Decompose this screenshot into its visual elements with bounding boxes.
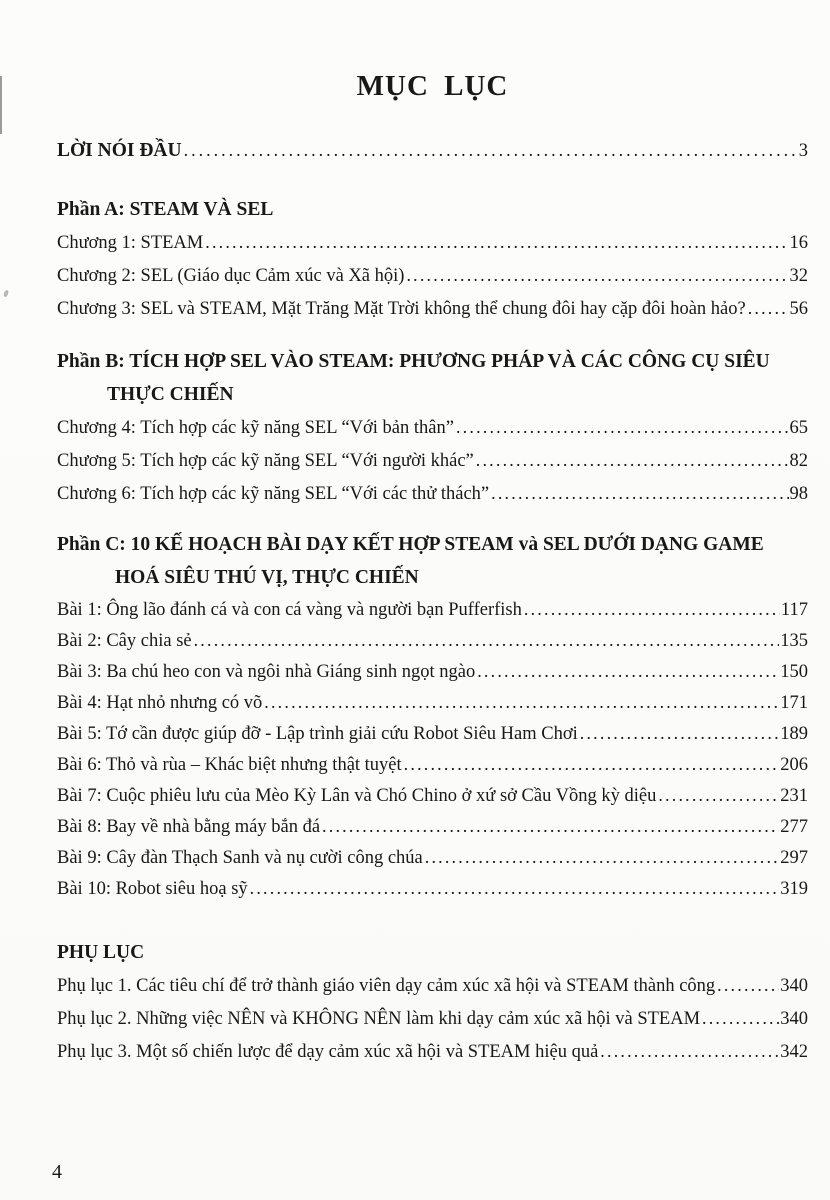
toc-entry-page-number: 98 [789, 484, 808, 504]
toc-entry-page-number: 171 [780, 693, 808, 713]
toc-entry-label: Bài 4: Hạt nhỏ nhưng có võ [57, 693, 263, 713]
toc-entry-page-number: 319 [780, 879, 808, 899]
toc-section-c [57, 528, 808, 904]
toc-entry [57, 411, 808, 444]
toc-entry-page-number: 32 [789, 266, 808, 286]
toc-entry-page-number: 277 [780, 817, 808, 837]
dot-leader [322, 811, 779, 841]
toc-entry-page-number: 297 [780, 848, 808, 868]
toc-entry-label: Chương 3: SEL và STEAM, Mặt Trăng Mặt Trời không thể chung đôi hay cặp đôi hoàn hảo? [57, 299, 746, 319]
toc-entry-label: Bài 10: Robot siêu hoạ sỹ [57, 879, 248, 899]
toc-entry-label: Chương 1: STEAM [57, 233, 204, 253]
scan-artifact-edge-line [0, 76, 2, 134]
toc-entry [57, 1035, 808, 1068]
toc-entry-label: Bài 9: Cây đàn Thạch Sanh và nụ cười công chúa [57, 848, 423, 868]
toc-entry-page-number: 340 [780, 1009, 808, 1029]
toc-entry-label: Bài 3: Ba chú heo con và ngôi nhà Giáng sinh ngọt ngào [57, 662, 476, 682]
toc-entry-page-number: 189 [780, 724, 808, 744]
toc-entry-label: Bài 1: Ông lão đánh cá và con cá vàng và người bạn Pufferfish [57, 600, 522, 620]
toc-entry-page-number: 150 [780, 662, 808, 682]
dot-leader [205, 226, 788, 258]
toc-entry-page-number: 231 [780, 786, 808, 806]
dot-leader [477, 656, 779, 686]
toc-entry [57, 226, 808, 259]
toc-entry-page-number: 56 [789, 299, 808, 319]
toc-entry [57, 873, 808, 904]
toc-section-a [57, 193, 808, 325]
section-heading-line: Phần B: TÍCH HỢP SEL VÀO STEAM: PHƯƠNG PHÁP VÀ CÁC CÔNG CỤ SIÊU [57, 351, 770, 372]
toc-entry-label: Bài 8: Bay về nhà bằng máy bắn đá [57, 817, 321, 837]
toc-preface-page-number: 3 [798, 141, 808, 161]
toc-entry [57, 625, 808, 656]
dot-leader [717, 969, 779, 1001]
toc-entry-page-number: 342 [780, 1042, 808, 1062]
toc-entry-page-number: 82 [789, 451, 808, 471]
toc-entry-label: Chương 4: Tích hợp các kỹ năng SEL “Với bản thân” [57, 418, 454, 438]
section-heading [57, 193, 808, 226]
toc-entry [57, 749, 808, 780]
toc-preface-label: LỜI NÓI ĐẦU [57, 140, 182, 161]
toc-entry-label: Chương 5: Tích hợp các kỹ năng SEL “Với người khác” [57, 451, 474, 471]
toc-entry-label: Phụ lục 2. Những việc NÊN và KHÔNG NÊN làm khi dạy cảm xúc xã hội và STEAM [57, 1009, 701, 1029]
dot-leader [425, 842, 780, 872]
section-heading-line: Phần A: STEAM VÀ SEL [57, 199, 274, 220]
dot-leader [264, 687, 779, 717]
dot-leader [184, 134, 798, 166]
section-heading [57, 528, 808, 594]
dot-leader [580, 718, 779, 748]
toc-entry [57, 292, 808, 325]
section-heading-line: PHỤ LỤC [57, 942, 145, 963]
dot-leader [748, 292, 789, 324]
toc-entry [57, 656, 808, 687]
footer-page-number: 4 [52, 1161, 62, 1183]
toc-entry [57, 969, 808, 1002]
section-heading-line: THỰC CHIẾN [107, 384, 234, 405]
dot-leader [406, 259, 788, 291]
section-heading [57, 936, 808, 969]
toc-entry-label: Phụ lục 3. Một số chiến lược để dạy cảm xúc xã hội và STEAM hiệu quả [57, 1042, 599, 1062]
toc-entry-page-number: 135 [780, 631, 808, 651]
toc-entry-label: Chương 6: Tích hợp các kỹ năng SEL “Với các thử thách” [57, 484, 490, 504]
dot-leader [194, 625, 780, 655]
toc-entry [57, 259, 808, 292]
section-heading-line: Phần C: 10 KẾ HOẠCH BÀI DẠY KẾT HỢP STEAM và SEL DƯỚI DẠNG GAME [57, 534, 764, 555]
toc-entry-label: Bài 5: Tớ cần được giúp đỡ - Lập trình giải cứu Robot Siêu Ham Chơi [57, 724, 578, 744]
toc-entry-label: Bài 2: Cây chia sẻ [57, 631, 192, 651]
dot-leader [404, 749, 780, 779]
toc-entry-page-number: 16 [789, 233, 808, 253]
section-heading-line: HOÁ SIÊU THÚ VỊ, THỰC CHIẾN [115, 567, 419, 588]
toc-entry [57, 780, 808, 811]
toc-preface-row [57, 134, 808, 167]
dot-leader [658, 780, 779, 810]
toc-entry [57, 811, 808, 842]
dot-leader [456, 411, 789, 443]
page-title: MỤC LỤC [356, 70, 509, 102]
dot-leader [600, 1035, 779, 1067]
toc-entry [57, 594, 808, 625]
toc-entry-page-number: 206 [780, 755, 808, 775]
toc-entry [57, 687, 808, 718]
dot-leader [702, 1002, 779, 1034]
toc-entry [57, 718, 808, 749]
toc-entry-label: Chương 2: SEL (Giáo dục Cảm xúc và Xã hội) [57, 266, 405, 286]
dot-leader [524, 594, 780, 624]
toc-entry [57, 477, 808, 510]
toc-entry-label: Bài 7: Cuộc phiêu lưu của Mèo Kỳ Lân và Chó Chino ở xứ sở Cầu Vồng kỳ diệu [57, 786, 657, 806]
toc-entry [57, 444, 808, 477]
toc-entry [57, 842, 808, 873]
toc-entry-page-number: 65 [789, 418, 808, 438]
dot-leader [250, 873, 780, 903]
toc-entry-label: Bài 6: Thỏ và rùa – Khác biệt nhưng thật tuyệt [57, 755, 402, 775]
toc-entry-label: Phụ lục 1. Các tiêu chí để trở thành giáo viên dạy cảm xúc xã hội và STEAM thành công [57, 976, 716, 996]
toc-entry-page-number: 117 [780, 600, 808, 620]
dot-leader [491, 477, 788, 509]
toc-entry [57, 1002, 808, 1035]
toc-entry-page-number: 340 [780, 976, 808, 996]
toc-section-appendix [57, 936, 808, 1068]
dot-leader [476, 444, 789, 476]
toc-section-b [57, 345, 808, 510]
section-heading [57, 345, 808, 411]
